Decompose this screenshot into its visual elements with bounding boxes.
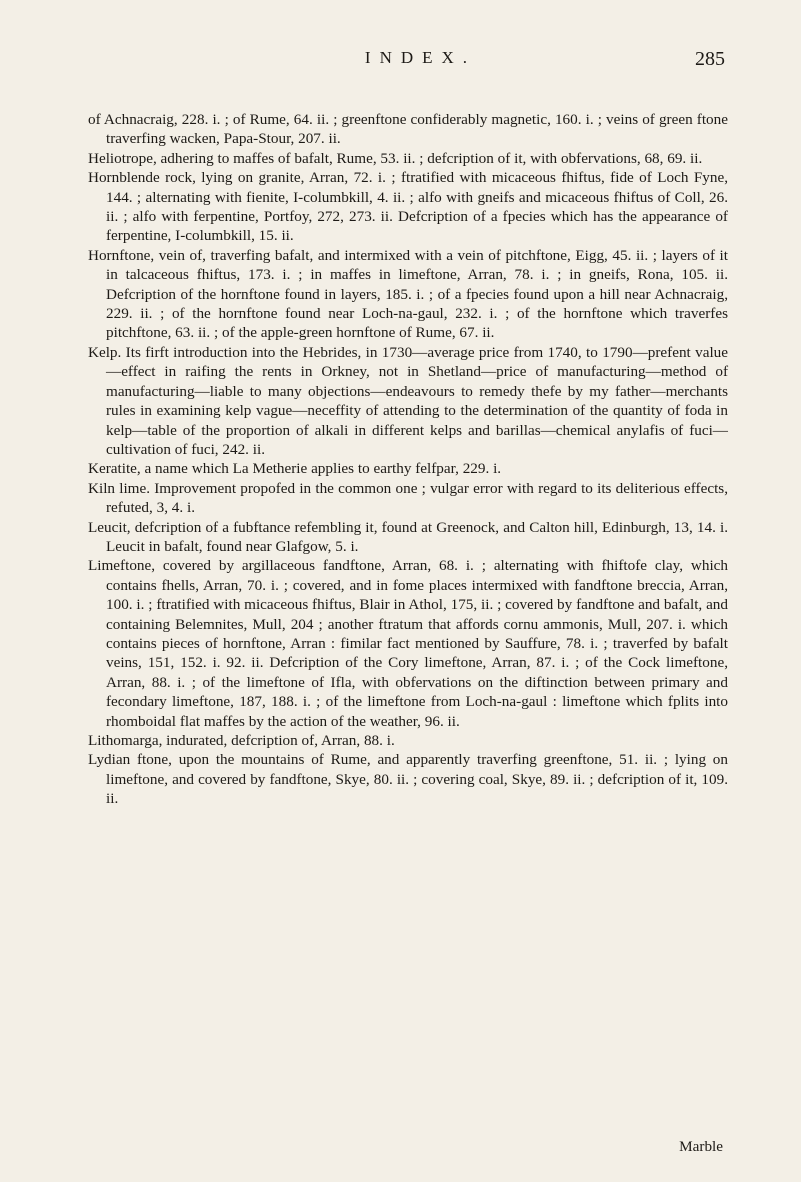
- index-entry-kelp: Kelp. Its firft introduction into the Hebrides, in 1730—average price from 1740, to 1790—prefent value—effect in raifing the rents in Orkney, not in Shetland—price of manufacturing—method of manufacturing—liable to many objections—endeavours to remedy thefe by my father—merchants rules in examining kelp vague—neceffity of attending to the determination of the quantity of foda in kelp—table of the proportion of alkali in different kelps and barillas—chemical anylafis of fuci—cultivation of fuci, 242. ii.: [88, 343, 728, 458]
- index-entries: [88, 110, 728, 809]
- running-title: INDEX.: [364, 48, 477, 67]
- index-entry-lydian-stone: Lydian ftone, upon the mountains of Rume, and apparently traverfing greenftone, 51. ii. ; lying on limeftone, and covered by fandftone, Skye, 80. ii. ; covering coal, Skye, 89. ii. ; defcription of it, 109. ii.: [88, 751, 728, 808]
- catchword: Marble: [679, 1138, 723, 1155]
- index-entry-heliotrope: Heliotrope, adhering to maffes of bafalt, Rume, 53. ii. ; defcription of it, with obfervations, 68, 69. ii.: [88, 149, 703, 167]
- index-entry-keratite: Keratite, a name which La Metherie applies to earthy felfpar, 229. i.: [88, 460, 502, 478]
- index-entry-hornblende-rock: Hornblende rock, lying on granite, Arran, 72. i. ; ftratified with micaceous fhiftus, fide of Loch Fyne, 144. ; alternating with fienite, I-columbkill, 4. ii. ; alfo with gneifs and micaceous fhiftus of Coll, 26. ii. ; alfo with ferpentine, Portfoy, 272, 273. ii. Defcription of a fpecies which has the appearance of ferpentine, I-columbkill, 15. ii.: [88, 169, 728, 245]
- index-entry-leucit: Leucit, defcription of a fubftance refembling it, found at Greenock, and Calton hill, Edinburgh, 13, 14. i. Leucit in bafalt, found near Glafgow, 5. i.: [88, 518, 728, 555]
- page-number: 285: [695, 48, 725, 70]
- index-entry-lithomarga: Lithomarga, indurated, defcription of, Arran, 88. i.: [88, 732, 395, 749]
- page-header: [0, 48, 801, 76]
- index-entry-hornstone: Hornftone, vein of, traverfing bafalt, and intermixed with a vein of pitchftone, Eigg, 45. ii. ; layers of it in talcaceous fhiftus, 173. i. ; in maffes in limeftone, Arran, 78. i. ; in gneifs, Rona, 105. ii. Defcription of the hornftone found in layers, 185. i. ; of a fpecies found upon a hill near Achnacraig, 229. ii. ; of the hornftone found near Loch-na-gaul, 232. i. ; of the hornftone which traverfes pitchftone, 63. ii. ; of the apple-green hornftone of Rume, 67. ii.: [88, 246, 728, 342]
- index-entry-heliotrope-continued: of Achnacraig, 228. i. ; of Rume, 64. ii. ; greenftone confiderably magnetic, 160. i. ; veins of green ftone traverfing wacken, Papa-Stour, 207. ii.: [88, 111, 728, 148]
- index-entry-kiln-lime: Kiln lime. Improvement propofed in the common one ; vulgar error with regard to its deliterious effects, refuted, 3, 4. i.: [88, 479, 728, 517]
- index-entry-limestone: Limeftone, covered by argillaceous fandftone, Arran, 68. i. ; alternating with fhiftofe clay, which contains fhells, Arran, 70. i. ; covered, and in fome places intermixed with fandftone breccia, Arran, 100. i. ; ftratified with micaceous fhiftus, Blair in Athol, 175, ii. ; covered by fandftone and bafalt, and containing Belemnites, Mull, 204 ; another ftratum that affords cornu ammonis, Mull, 207. i. which contains pieces of hornftone, Arran : fimilar fact mentioned by Sauffure, 78. i. ; traverfed by bafalt veins, 151, 152. i. 92. ii. Defcription of the Cory limeftone, Arran, 87. i. ; of the Cock limeftone, Arran, 88. i. ; of the limeftone of Ifla, with obfervations on the diftinction between primary and fecondary limeftone, 187, 188. i. ; of the limeftone from Loch-na-gaul : limeftone which fplits into rhomboidal flat maffes by the action of the weather, 96. ii.: [88, 557, 728, 730]
